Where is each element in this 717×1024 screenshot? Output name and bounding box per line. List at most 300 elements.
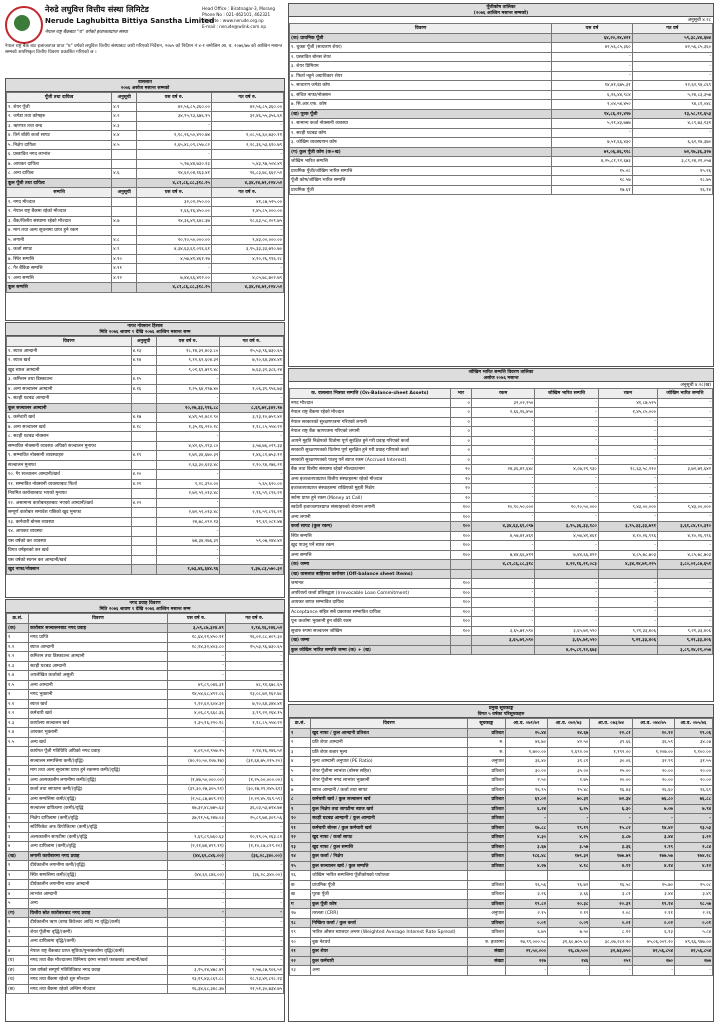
table-cell: ४.३ [112, 121, 137, 131]
table-row [7, 546, 284, 556]
table-cell: २.०८ [590, 909, 632, 919]
table-cell: प्रतिशत [467, 890, 505, 900]
table-cell: ३,९५,३३,३३,७९१ [598, 522, 657, 532]
table-row [290, 43, 713, 53]
table-cell: ७. स्थिर सम्पत्ति [7, 254, 112, 264]
table-cell: ४.२१ [131, 479, 156, 489]
table-cell: ३,९५,३३,३३,७९०.७० [211, 245, 283, 255]
table-cell: १५.४८ [548, 785, 590, 795]
table-cell: - [225, 927, 283, 937]
table-row [290, 956, 713, 966]
table-cell: - [225, 946, 283, 956]
table-cell: - [167, 652, 225, 662]
table-cell: प्रति शेयर आम्दानी [311, 738, 468, 748]
table-cell [112, 283, 137, 293]
table-cell: २.५० [505, 776, 547, 786]
column-header: सम्पत्ति [7, 188, 112, 198]
table-cell: ३ [290, 747, 311, 757]
table-cell: २,१६,५९,८९६.२१ [220, 508, 284, 518]
table-cell: ५ [7, 899, 29, 909]
company-tagline: नेपाल राष्ट्र बैंकबाट "घ" वर्गको इजाजतप्राप्त संस्था [45, 30, 128, 35]
table-row [7, 785, 284, 795]
table-cell: यस वर्षको कर व्यवस्था [7, 536, 132, 546]
table-cell: १.३ [7, 661, 29, 671]
table-cell: ९,२१,३३,४०६ [598, 636, 657, 646]
table-cell: ३,९९,२२,२६४.१५ [225, 709, 283, 719]
table-cell: ३२,०२,२५०.०० [137, 197, 212, 207]
table-cell: २,९४,१६,२४६.५२ [225, 623, 283, 633]
column-header: क्र.सं. [290, 719, 311, 729]
table-cell: ३,९५,३६,३३,१८० [535, 522, 598, 532]
table-cell: ३ [7, 832, 29, 842]
table-cell: शेयर पूँजीमा लाभांश (बोनस सहित) [311, 766, 468, 776]
table-cell: ४. अन्य सञ्चालन आम्दानी [7, 384, 132, 394]
table-cell: १४. आयकर व्यवस्था [7, 527, 132, 537]
table-cell: कुल निक्षेप तथा सापटीमा ब्याज खर्च [311, 804, 468, 814]
table-cell: २० [290, 937, 311, 947]
table-cell: ३ [7, 785, 29, 795]
table-cell: ४. फिर्ता नहुने अग्राधिकार शेयर [290, 71, 552, 81]
table-cell: १७७.५७ [632, 852, 674, 862]
website: Website : www.nerude.org.np [202, 18, 264, 24]
table-row [290, 757, 713, 767]
table-cell: - [535, 607, 598, 617]
table-cell: - [471, 427, 534, 437]
table-row [7, 623, 284, 633]
pl-table [6, 336, 284, 575]
table-cell: १२ [290, 833, 311, 843]
table-row [290, 833, 713, 843]
table-cell: मूल्य आम्दानी अनुपात (PE Ratio) [311, 757, 468, 767]
table-cell: कुल शेयर [311, 947, 468, 957]
table-cell: ४,४९,५२,४८२.९० [156, 413, 220, 423]
table-cell: १,७००.०० [505, 747, 547, 757]
table-cell: १७७.७९ [590, 852, 632, 862]
table-cell: १,७९,३४,६७०.३२ [156, 451, 220, 461]
table-cell: ४,८१,८६,८८,३१८.२५ [137, 283, 212, 293]
table-row [7, 861, 284, 871]
balance-sheet [5, 78, 285, 321]
table-cell [598, 569, 657, 579]
table-cell: - [167, 671, 225, 681]
risk-title [289, 369, 713, 382]
column-header: पूँजी तथा दायित्व [7, 93, 112, 103]
table-cell: - [598, 417, 657, 427]
table-cell: - [598, 512, 657, 522]
table-cell: शेयर पूँजीमा नगद लाभांश भुक्तानी [311, 776, 468, 786]
company-name-np: नेरुडे लघुवित्त वित्तीय संस्था लिमिटेड [45, 5, 149, 14]
table-cell: १,६६,१६,४५०.०० [137, 207, 212, 217]
table-cell: २.१२ [548, 909, 590, 919]
table-cell: १७ [290, 909, 311, 919]
table-cell: - [225, 823, 283, 833]
table-cell: १६.५६ [505, 880, 547, 890]
table-cell: ३२,७३,७५० [590, 947, 632, 957]
table-cell: ४,८१,८६,८८,३१८ [471, 560, 534, 570]
table-cell: ४.२ [112, 112, 137, 122]
table-row [7, 422, 284, 432]
table-cell: ५,४३,९७,५०४.४९ [211, 159, 283, 169]
table-cell: - [535, 617, 598, 627]
table-cell: कूल सम्पत्ति [7, 283, 112, 293]
table-cell: ४२,५६,८५,३६० [632, 43, 712, 53]
company-name-en: Nerude Laghubitta Bittiya Sanstha Limited [45, 17, 215, 25]
table-cell: ४,३४,६३,६१,०९७ [471, 522, 534, 532]
table-cell: ४५,०६,००९.२० [632, 937, 674, 947]
table-cell [450, 636, 471, 646]
table-cell: ७२,९७,३६,३२७ [632, 147, 712, 157]
indicators-title [289, 705, 713, 718]
table-row [290, 62, 713, 72]
table-cell: - [552, 62, 632, 72]
table-cell: १ [7, 766, 29, 776]
table-cell: १,४६,८१,७५३.१२ [220, 451, 284, 461]
table-cell: ७,४४,६६,४१२.०० [137, 273, 212, 283]
table-cell: २०.०० [632, 766, 674, 776]
table-cell: - [535, 427, 598, 437]
table-cell: इजाजतपत्रप्राप्त संस्थाहरुमा राखिएको मुद्दती निक्षेप [290, 484, 451, 494]
table-cell: ४.१२ [674, 861, 712, 871]
table-cell: - [225, 918, 283, 928]
table-cell: ०.०१ [548, 918, 590, 928]
table-cell: नेपाल राष्ट्र बैंकमा रहेको मौज्दात [290, 408, 451, 418]
table-row [7, 842, 284, 852]
table-cell: ८. गैर बैंकिङ सम्पत्ति [7, 264, 112, 274]
table-cell: अन्य [29, 899, 168, 909]
column-header: गत वर्ष [632, 24, 712, 34]
table-cell: १०,९०,५०,००० [535, 503, 598, 513]
table-cell [535, 569, 598, 579]
table-cell: प्रतिशत [467, 852, 505, 862]
table-cell: २,५७,८७,९०६.५२ [225, 965, 283, 975]
column-header: आ.व. ०७३/७४ [590, 719, 632, 729]
contact-block [202, 6, 292, 30]
table-cell: ५. साधारण जगेडा कोष [290, 81, 552, 91]
table-cell: ४९,८९,०४६.३१ [167, 680, 225, 690]
phone: Phone No : 021-462101, 462321 [202, 12, 271, 18]
table-cell: ३.२६ [505, 890, 547, 900]
table-cell: ४.१५ [131, 375, 156, 385]
table-cell: ४२,५६,८५,३६०.०० [137, 102, 212, 112]
indicators-table [289, 718, 713, 976]
table-cell: - [657, 417, 712, 427]
balance-title-text: वासलात [138, 80, 152, 85]
table-cell: - [657, 588, 712, 598]
table-cell: १ [290, 728, 311, 738]
table-row [290, 728, 713, 738]
table-cell: - [535, 598, 598, 608]
table-cell: प्राथमिक पूँजी [290, 185, 552, 195]
table-cell: ७०.३१ [548, 795, 590, 805]
table-cell: ३४,९५,९३,६७६.१५ [137, 112, 212, 122]
table-row [7, 899, 284, 909]
table-row [290, 474, 713, 484]
table-cell: १७.८८ [505, 823, 547, 833]
table-cell: - [225, 652, 283, 662]
column-header: यस वर्ष रु. [156, 337, 220, 347]
table-row [7, 766, 284, 776]
table-row [290, 814, 713, 824]
table-cell: - [471, 598, 534, 608]
table-cell: १८,६४,२१,४५०.११ [167, 633, 225, 643]
table-cell: ५ [290, 766, 311, 776]
table-cell: कुल कर्जा / निक्षेप [311, 852, 468, 862]
table-cell: प्रति शेयर बजार मूल्य [311, 747, 468, 757]
table-row [7, 927, 284, 937]
table-cell: ३१,६०,७०५.६० [548, 937, 590, 947]
risk-title-text: जोखिम भारित सम्पत्ति विवरण तालिका [468, 370, 534, 375]
table-cell: १,४५,८५,००० [598, 408, 657, 418]
table-cell: ५,२१,४३,७७७ [552, 119, 632, 129]
table-cell: २ [290, 738, 311, 748]
table-cell: प्रतिशत [467, 814, 505, 824]
table-cell: १९.८२ [505, 899, 547, 909]
table-cell: ९. अन्य सम्पत्ति [7, 273, 112, 283]
email: E-mail : nerude@wlink.com.np [202, 24, 266, 30]
table-cell: २० [450, 474, 471, 484]
column-header: यस वर्ष रु. [137, 188, 212, 198]
table-cell: भारित औसत ब्याजदर अन्तर (Weighted Average Interest Rate Spread) [311, 928, 468, 938]
table-cell: (च) [7, 975, 29, 985]
table-cell: ३,६५,७१,५९० [535, 626, 598, 636]
table-cell: कर्जा सापट (कुल रकम) [290, 522, 451, 532]
intro-text: नेपाल राष्ट्र बैंक बाट इजाजतपत्र प्राप्त "घ" वर्गको लघुवित्त वित्तीय संस्थाबाट जारी गरिएको निर्देशन, २०७५ को निर्देशन नं ४-१ बमोजिम आ. व. २०७६/७७ को आश्विन मसान्त सम्मको अपरिष्कृत वित्तीय विवरण प्रकाशित गरिएको छ । [5, 44, 283, 55]
table-cell: १,६९२.०० [548, 747, 590, 757]
column-header: रकम [598, 389, 657, 399]
cash-subtitle: मिति २०७६ श्रावण १ देखि २०७६ आश्विन मसान्त सम्म [99, 607, 191, 612]
table-cell: २५.०० [590, 766, 632, 776]
table-cell: १.५ [7, 680, 29, 690]
key-indicators [288, 704, 714, 1022]
table-cell: (१,४७,५०,०००.००) [167, 775, 225, 785]
table-cell: - [225, 899, 283, 909]
table-cell: २,७२,५९,०१३.४८ [156, 489, 220, 499]
table-cell: ३८,०७,२८२.२० [590, 937, 632, 947]
table-cell: १०० [450, 598, 471, 608]
table-cell: १०० [450, 626, 471, 636]
table-cell: ब्याज आम्दानी [29, 642, 168, 652]
column-header: क. वासलात भित्रका सम्पत्ति (On-Balance-sheet Assets) [290, 389, 451, 399]
table-row [7, 823, 284, 833]
table-cell: - [471, 617, 534, 627]
table-cell [131, 536, 156, 546]
table-cell: (४४,६२,८४६.००) [167, 870, 225, 880]
table-row [290, 795, 713, 805]
table-cell: ७,४४,६६,४१२ [471, 550, 534, 560]
table-cell: - [156, 470, 220, 480]
table-cell: ४८,९१,६७८.६५ [225, 680, 283, 690]
column-header: सूचकाङ्क [467, 719, 505, 729]
table-row [7, 870, 284, 880]
table-cell: १,२५,६४,१९७.४० [156, 384, 220, 394]
table-cell: ० [450, 398, 471, 408]
table-row [7, 937, 284, 947]
table-cell: - [552, 128, 632, 138]
table-row [7, 489, 284, 499]
table-cell: १५.७० [632, 880, 674, 890]
table-cell [112, 197, 137, 207]
table-cell: (२,२२,४५,९६९.५९) [225, 794, 283, 804]
table-cell: - [505, 814, 547, 824]
table-cell: ९४,८१,०४८ [632, 100, 712, 110]
table-cell: ७,४४,६६,४१२ [535, 550, 598, 560]
table-cell: १७.६१ [552, 185, 632, 195]
table-cell: ४ [7, 794, 29, 804]
table-cell: - [471, 455, 534, 465]
table-cell: १६.५८ [590, 880, 632, 890]
table-cell: १८,६३,५८,२०९.७५ [211, 216, 283, 226]
table-cell: २६,८७,५०० [548, 947, 590, 957]
table-cell: सरकारी सुरक्षणपत्रको धितोमा पूर्ण सुरक्षित हुने गरी प्रवाह गरिएको कर्जा [290, 446, 451, 456]
table-cell: अपरिवर्त्य कर्जा प्रतिबद्धता (Irrevocable Loan Commitment) [290, 588, 451, 598]
table-cell: - [220, 432, 284, 442]
table-cell: - [156, 555, 220, 565]
table-cell: यस वर्षको स्थगन कर आम्दानी/खर्च [7, 555, 132, 565]
table-cell [131, 555, 156, 565]
table-row [7, 851, 284, 861]
table-cell: १८,१४,३२,४०३.८० [167, 642, 225, 652]
table-cell: १६.४३ [590, 785, 632, 795]
table-cell: कर्मचारी बोनस / कुल कर्मचारी खर्च [311, 823, 468, 833]
table-cell: स्वदेशी इजाजतपत्रप्राप्त संस्थाहरुको शेयरमा लगानी [290, 503, 451, 513]
table-cell: १९.१४ [632, 899, 674, 909]
table-cell: (क) जम्मा [290, 560, 451, 570]
table-cell: १५.२६ [632, 166, 712, 176]
table-cell: ४,१०,२६,९९६.२८ [211, 254, 283, 264]
table-cell: - [211, 226, 283, 236]
table-cell: ३७,११,५६,२४७.०३ [167, 813, 225, 823]
table-cell: १६.६९ [674, 785, 712, 795]
table-cell: - [225, 889, 283, 899]
table-cell: १९.०६ [674, 728, 712, 738]
table-cell: ७६.८० [632, 795, 674, 805]
table-cell: - [535, 455, 598, 465]
table-cell: ४,८५,७८,७०३ [598, 550, 657, 560]
table-cell: १२,६२,९४,८६९ [632, 81, 712, 91]
pl-title-text: नाफा नोक्सान हिसाब [127, 324, 163, 329]
table-cell: २०.०० [674, 776, 712, 786]
table-row [290, 626, 713, 636]
table-cell: (छ) [7, 984, 29, 994]
table-cell: - [156, 546, 220, 556]
table-cell: १३.५३ [674, 823, 712, 833]
risk-table [289, 388, 713, 655]
table-cell: ३९.८१ [548, 757, 590, 767]
table-cell: - [535, 541, 598, 551]
table-cell: अन्य अल्पकालीन लगानीमा कमी/(वृद्धि) [29, 775, 168, 785]
table-cell: १ [7, 918, 29, 928]
table-cell: ० [450, 427, 471, 437]
table-cell: - [167, 899, 225, 909]
table-row [290, 484, 713, 494]
table-cell: ७,९०,६४,३४४.४१ [220, 356, 284, 366]
table-row [7, 718, 284, 728]
table-cell: सर्टमा प्राप्त हुने रकम (Money at Call) [290, 493, 451, 503]
table-cell: १.७५ [548, 776, 590, 786]
table-row [290, 766, 713, 776]
table-cell: - [137, 264, 212, 274]
table-cell: १०,२७,३३,९९६.८८ [156, 403, 220, 413]
table-cell: - [598, 484, 657, 494]
table-cell: १६.६० [632, 785, 674, 795]
table-cell: बुक नेटवर्थ [311, 937, 468, 947]
table-cell: - [632, 814, 674, 824]
table-cell: १९,६९,०८१.४७ [220, 517, 284, 527]
table-row [290, 147, 713, 157]
table-cell: अन्य इजाजतपत्रप्राप्त वित्तीय संस्थाहरुमा रहेको मौज्दात [290, 474, 451, 484]
table-cell: - [137, 226, 212, 236]
table-cell: १६,८३,७८,६६२.५२ [211, 169, 283, 179]
table-cell: प्रतिशत [467, 804, 505, 814]
table-row [7, 690, 284, 700]
table-cell: ७४,३४,२७६.३९ [156, 536, 220, 546]
table-cell: संख्या [467, 956, 505, 966]
table-cell: खुद नाफा / कुल आम्दानी प्रतिशत [311, 728, 468, 738]
table-cell: सटही घटबढ आम्दानी [29, 661, 168, 671]
table-cell: ३.२२ [674, 833, 712, 843]
table-cell: - [657, 493, 712, 503]
table-cell: प्रतिशत [467, 728, 505, 738]
table-cell: ०.०१ [590, 918, 632, 928]
table-cell: १४,४१,६७५,३१ [552, 81, 632, 91]
table-cell: २.१५ [505, 909, 547, 919]
table-cell: - [535, 588, 598, 598]
table-cell: ४,८५,७८,७०२.७९ [211, 273, 283, 283]
table-row [7, 460, 284, 470]
table-row [7, 254, 284, 264]
table-row [7, 984, 284, 994]
table-row [290, 185, 713, 195]
table-row [7, 908, 284, 918]
table-row [290, 166, 713, 176]
table-row [7, 102, 284, 112]
table-cell: निक्षेप दायित्वमा (कमी)/वृद्धि [29, 813, 168, 823]
table-cell: (२,२१,७४,४९९.११) [167, 842, 225, 852]
table-row [7, 946, 284, 956]
table-cell [131, 441, 156, 451]
table-cell: ४,३४,२४,७१,२२४.५२ [211, 283, 283, 293]
table-cell: ९,२८,३९०.०० [156, 479, 220, 489]
table-cell: १५.०८ [674, 880, 712, 890]
table-cell: - [657, 474, 712, 484]
table-cell [598, 645, 657, 655]
balance-table [6, 92, 284, 293]
table-row [7, 652, 284, 662]
table-cell: ४.१३ [131, 346, 156, 356]
table-row [290, 427, 713, 437]
table-cell: ६,१६,४४,९८४ [552, 90, 632, 100]
table-cell: - [632, 52, 712, 62]
table-cell: ५.८४ [674, 928, 712, 938]
table-cell: - [211, 150, 283, 160]
table-cell: ६ [290, 776, 311, 786]
table-cell: १०. गैर सञ्चालन आम्दानी/खर्च [7, 470, 132, 480]
table-cell: - [225, 671, 283, 681]
table-row [7, 178, 284, 188]
table-cell: १.४ [7, 671, 29, 681]
table-cell: प्रतिशत [467, 861, 505, 871]
table-cell: कुल कर्मचारी [311, 956, 468, 966]
table-cell: नियमित कारोबारबाट भएको मुनाफा [7, 489, 132, 499]
capital-note: अनुसूची ४.२८ [687, 18, 711, 23]
table-cell: आफ्नै मुद्दति निक्षेपको धितोमा पूर्ण सुरक्षित हुने गरी प्रवाह गरिएको कर्जा [290, 436, 451, 446]
table-cell: ४.९ [112, 245, 137, 255]
table-row [290, 966, 713, 976]
table-cell: ४.१४ [632, 861, 674, 871]
table-cell: कूल पूँजी तथा दायित्व [7, 178, 112, 188]
table-cell: - [211, 121, 283, 131]
table-cell: खुद ब्याज आम्दानी [7, 365, 132, 375]
